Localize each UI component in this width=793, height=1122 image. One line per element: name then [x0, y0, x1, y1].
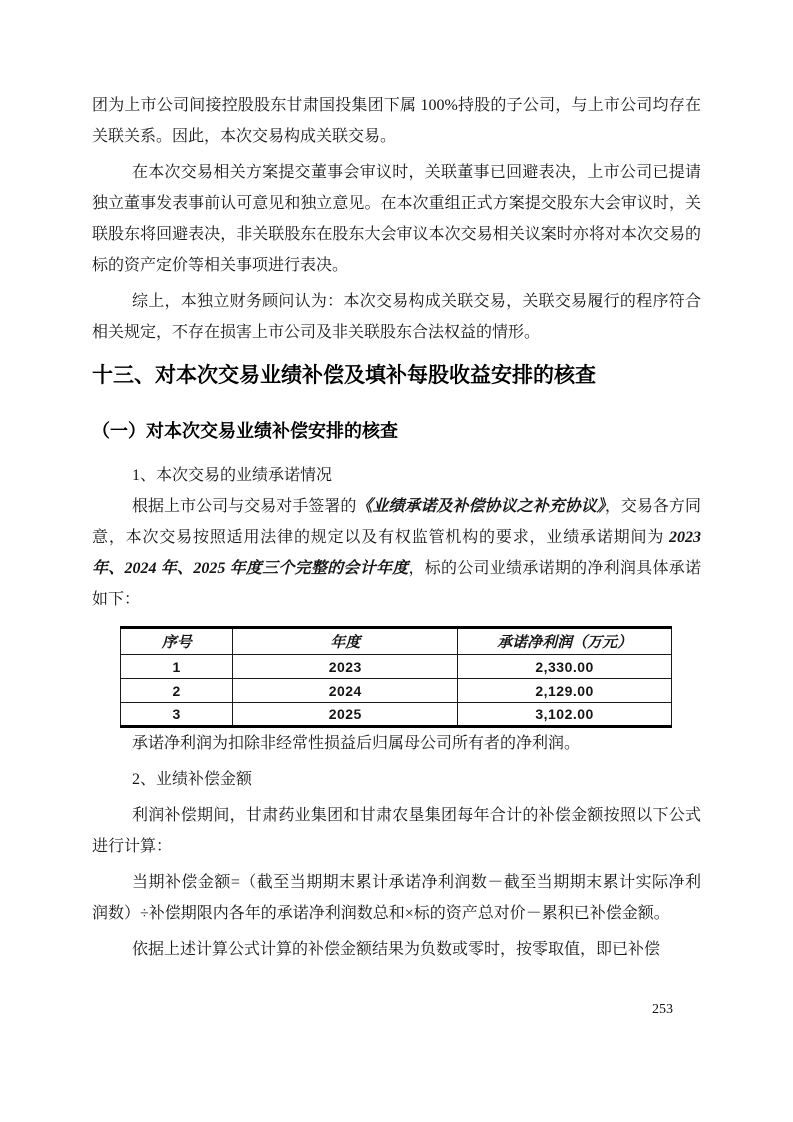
- commitment-period: 2023 年、2024 年、2025 年度三个完整的会计年度: [92, 529, 701, 577]
- table-cell-profit: 3,102.00: [458, 703, 672, 727]
- paragraph-negative-zero-rule: 依据上述计算公式计算的补偿金额结果为负数或零时，按零取值，即已补偿: [132, 941, 661, 958]
- subsection-heading: （一）对本次交易业绩补偿安排的核查: [92, 421, 398, 441]
- commitment-text-lead: 根据上市公司与交易对手签署的: [132, 498, 357, 515]
- table-header-year: 年度: [233, 628, 458, 655]
- paragraph-continuation: 团为上市公司间接控股股东甘肃国投集团下属 100%持股的子公司，与上市公司均存在关联关系。因此，本次交易构成关联交易。: [92, 97, 701, 145]
- numbered-item-compensation-amount: 2、业绩补偿金额: [132, 771, 253, 788]
- table-header-seq: 序号: [121, 628, 233, 655]
- table-cell-year: 2025: [233, 703, 458, 727]
- paragraph-advisor-opinion: 综上，本独立财务顾问认为：本次交易构成关联交易，关联交易履行的程序符合相关规定，不存在损害上市公司及非关联股东合法权益的情形。: [92, 293, 701, 341]
- paragraph-performance-commitment: [92, 491, 701, 615]
- section-heading: 十三、对本次交易业绩补偿及填补每股收益安排的核查: [92, 364, 596, 387]
- commitment-text-mid: ，交易各方同意，本次交易按照适用法律的规定以及有权监管机构的要求，业绩承诺期间为: [92, 498, 701, 546]
- table-cell-year: 2024: [233, 679, 458, 703]
- agreement-title: 《业绩承诺及补偿协议之补充协议》: [356, 498, 605, 515]
- page-number: 253: [652, 1002, 673, 1017]
- table-cell-profit: 2,129.00: [458, 679, 672, 703]
- page-content: [92, 90, 701, 970]
- table-cell-seq: 1: [121, 655, 233, 679]
- note-net-profit-definition: 承诺净利润为扣除非经常性损益后归属母公司所有者的净利润。: [132, 735, 581, 752]
- table-header-promised-profit: 承诺净利润（万元）: [458, 628, 672, 655]
- table-row: [121, 655, 672, 679]
- table-cell-seq: 2: [121, 679, 233, 703]
- commitment-text-tail: ，标的公司业绩承诺期的净利润具体承诺如下：: [92, 560, 701, 608]
- numbered-item-performance-commitment: 1、本次交易的业绩承诺情况: [132, 467, 333, 484]
- table-cell-year: 2023: [233, 655, 458, 679]
- table-header-row: [121, 628, 672, 655]
- table-row: [121, 703, 672, 727]
- table-cell-seq: 3: [121, 703, 233, 727]
- paragraph-compensation-formula: 当期补偿金额=（截至当期期末累计承诺净利润数－截至当期期末累计实际净利润数）÷补偿期限内各年的承诺净利润数总和×标的资产总对价－累积已补偿金额。: [92, 874, 701, 922]
- table-cell-profit: 2,330.00: [458, 655, 672, 679]
- paragraph-board-review: 在本次交易相关方案提交董事会审议时，关联董事已回避表决，上市公司已提请独立董事发表事前认可意见和独立意见。在本次重组正式方案提交股东大会审议时，关联股东将回避表决，非关联股东在股东大会审议本次交易相关议案时亦将对本次交易的标的资产定价等相关事项进行表决。: [92, 164, 701, 274]
- table-row: [121, 679, 672, 703]
- commitment-table: [120, 626, 672, 728]
- paragraph-compensation-intro: 利润补偿期间，甘肃药业集团和甘肃农垦集团每年合计的补偿金额按照以下公式进行计算：: [92, 807, 701, 855]
